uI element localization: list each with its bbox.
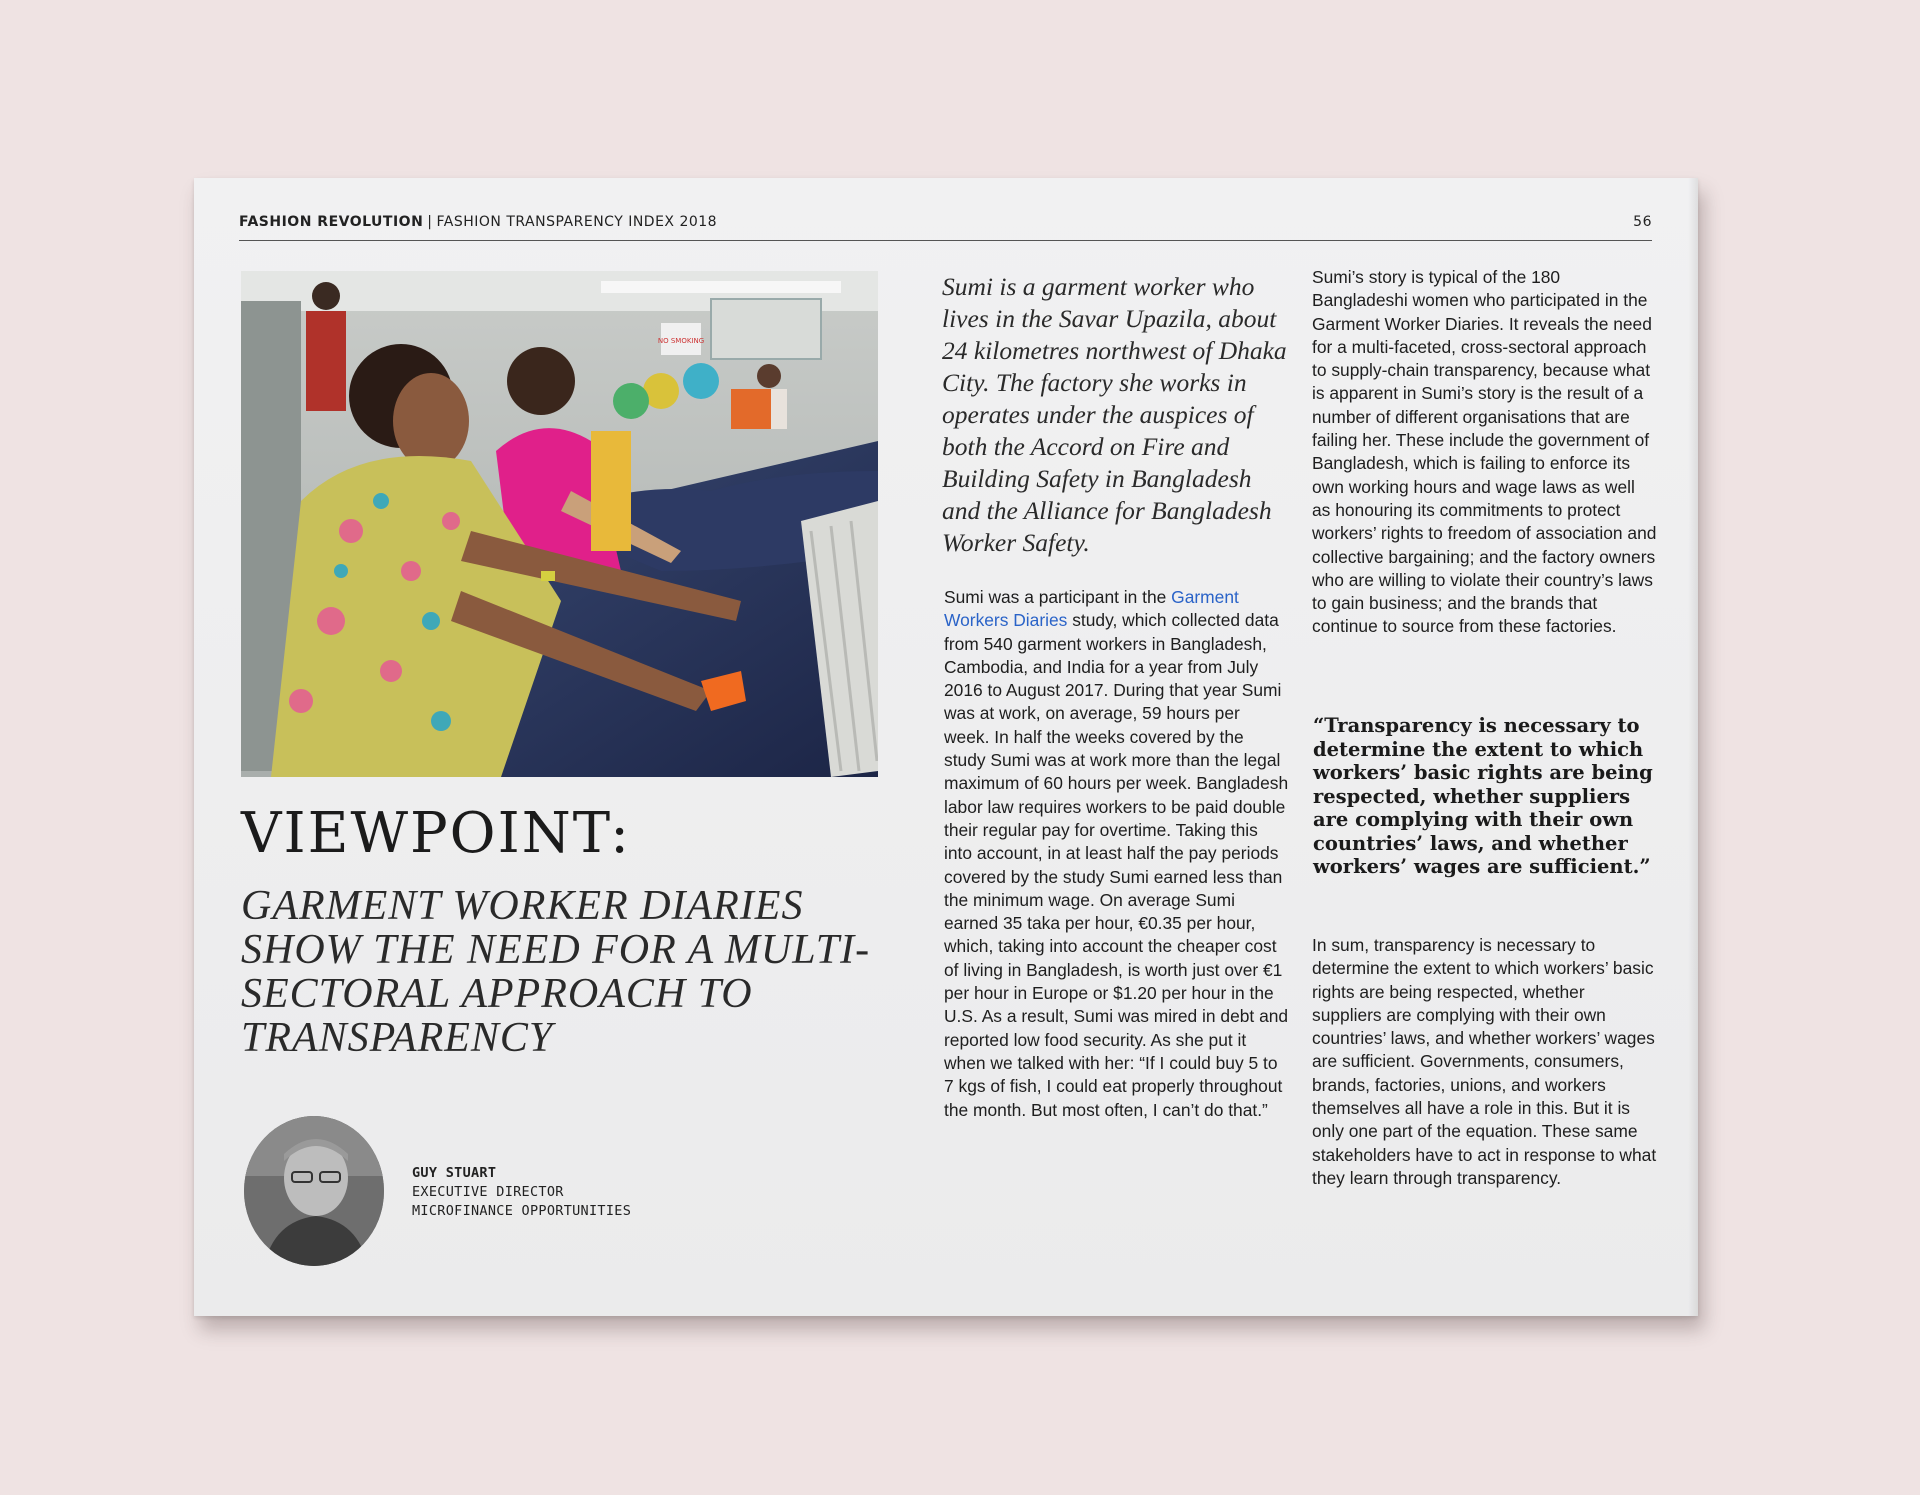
no-smoking-sign: NO SMOKING — [657, 337, 705, 345]
header-brand: FASHION REVOLUTION — [239, 214, 424, 230]
header-separator: | — [427, 214, 433, 230]
author-avatar — [244, 1116, 384, 1266]
article-title: GARMENT WORKER DIARIES SHOW THE NEED FOR A MULTI-SECTORAL APPROACH TO TRANSPARENCY — [241, 883, 871, 1061]
factory-photo — [241, 271, 878, 777]
body-column-2 — [944, 586, 1289, 1122]
body-column-3-top: Sumi’s story is typical of the 180 Bangladeshi women who participated in the Garment Worker Diaries. It reveals the need for a multi-faceted, cross-sectoral approach to supply-chain transparency, because what is apparent in Sumi’s story is the result of a number of different organisations that are failing her. These include the government of Bangladesh, which is failing to enforce its own working hours and wage laws as well as honouring its commitments to protect workers’ rights to freedom of association and collective bargaining; and the factory owners who are willing to violate their country’s laws to gain business; and the brands that continue to source from these factories. — [1312, 267, 1657, 637]
pull-quote: “Transparency is necessary to determine the extent to which workers’ basic rights are being respected, whether suppliers are complying with their own countries’ laws, and whether workers’ wages are sufficient.” — [1313, 714, 1653, 878]
body-lead: Sumi was a participant in the — [944, 587, 1172, 607]
author-credit — [412, 1164, 631, 1221]
running-header — [239, 214, 1652, 241]
header-publication: FASHION TRANSPARENCY INDEX 2018 — [436, 214, 718, 230]
garment-workers-diaries-link[interactable]: Garment Workers Diaries — [944, 587, 1239, 631]
page-number: 56 — [1633, 214, 1652, 230]
intro-paragraph: Sumi is a garment worker who lives in the Savar Upazila, about 24 kilometres northwest of Dhaka City. The factory she works in operates under the auspices of both the Accord on Fire and Building Safety in Bangladesh and the Alliance for Bangladesh Worker Safety. — [942, 272, 1287, 557]
author-role: EXECUTIVE DIRECTOR — [412, 1184, 564, 1200]
body-paragraph — [944, 586, 1289, 1122]
author-name: GUY STUART — [412, 1165, 497, 1181]
author-organization: MICROFINANCE OPPORTUNITIES — [412, 1203, 632, 1219]
magazine-page — [194, 178, 1698, 1316]
body-rest: study, which collected data from 540 garment workers in Bangladesh, Cambodia, and India for a year from July 2016 to August 2017. During that year Sumi was at work, on average, 59 hours per week. In half the weeks covered by the study Sumi was at work more than the legal maximum of 60 hours per week. Bangladesh labor law requires workers to be paid double their regular pay for overtime. Taking this into account, in at least half the pay periods covered by the study Sumi earned less than the minimum wage. On average Sumi earned 35 taka per hour, €0.35 per hour, which, taking into account the cheaper cost of living in Bangladesh, is worth just over €1 per hour in Europe or $1.20 per hour in the U.S. As a result, Sumi was mired in debt and reported low food security. As she put it when we talked with her: “If I could buy 5 to 7 kgs of fish, I could eat properly throughout the month. But most often, I can’t do that.” — [944, 610, 1289, 1120]
article-kicker: VIEWPOINT: — [241, 801, 631, 866]
body-column-3-bottom: In sum, transparency is necessary to determine the extent to which workers’ basic rights are being respected, whether suppliers are complying with their own countries’ laws, and whether workers’ wages are sufficient. Governments, consumers, brands, factories, unions, and workers themselves all have a role in this. But it is only one part of the equation. These same stakeholders have to act in response to what they learn through transparency. — [1312, 935, 1657, 1188]
